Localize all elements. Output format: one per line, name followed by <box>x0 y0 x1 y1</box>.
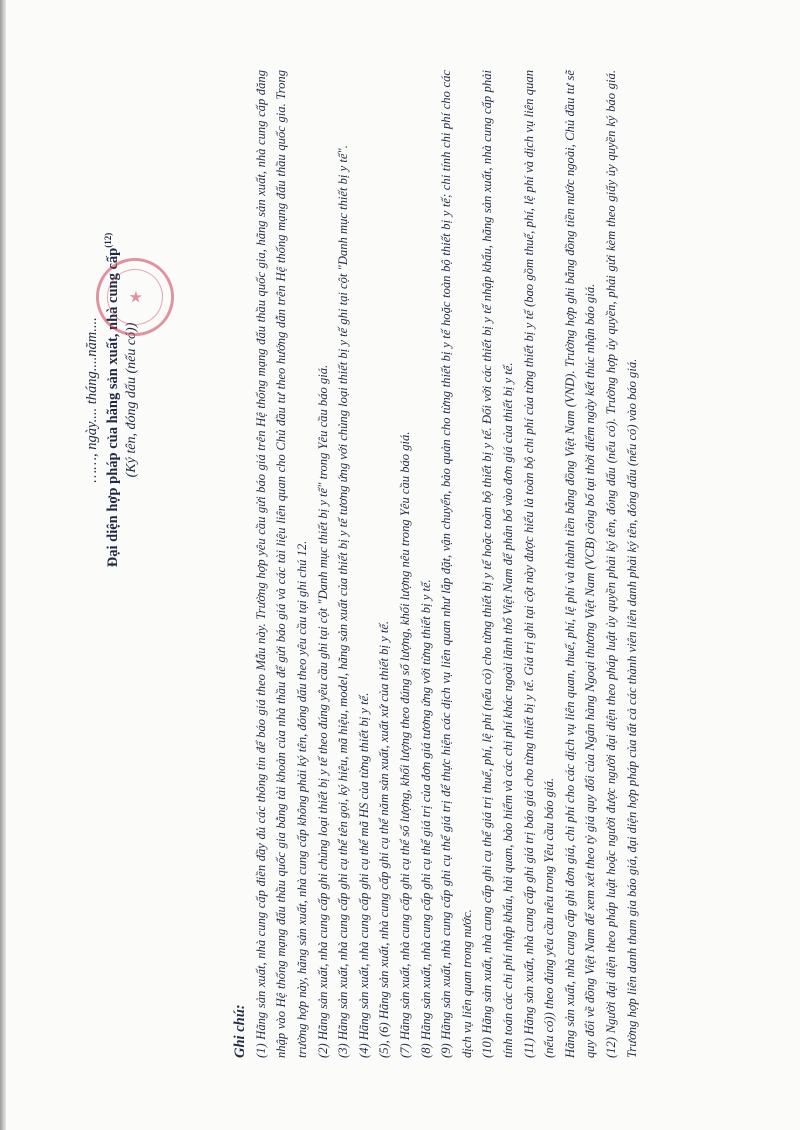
note-item: (10) Hãng sản xuất, nhà cung cấp ghi cụ thể giá trị thuế, phí, lệ phí (nếu có) cho từng thiết bị y tế hoặc toàn bộ thiết bị y tế. Đối với các thiết bị y tế nhập khẩu, hãng sản xuất, nhà cung cấp phải tính toán các chi phí nhập khẩu, hải quan, bảo hiểm và các chi phí khác ngoài lãnh thổ Việt Nam để phân bổ vào đơn giá của thiết bị y tế. <box>480 70 515 1058</box>
note-item: (4) Hãng sản xuất, nhà cung cấp ghi cụ thể mã HS của từng thiết bị y tế. <box>356 692 371 1058</box>
note-item: (7) Hãng sản xuất, nhà cung cấp ghi cụ thể số lượng, khối lượng theo đúng số lượng, khối lượng nêu trong Yêu cầu báo giá. <box>397 431 412 1058</box>
note-item: Hãng sản xuất, nhà cung cấp ghi đơn giá, chi phí cho các dịch vụ liên quan, thuế, phí, lệ phí và thành tiền bằng đồng Việt Nam (VND). Trường hợp ghi bằng đồng tiền nước ngoài, Chủ đầu tư sẽ quy đổi về đồng Việt Nam để xem xét theo tỷ giá quy đổi của Ngân hàng Ngoại thương Việt Nam (VCB) công bố tại thời điểm ngày kết thúc nhận báo giá. <box>562 70 598 1058</box>
note-item: (5), (6) Hãng sản xuất, nhà cung cấp ghi cụ thể năm sản xuất, xuất xứ của thiết bị y tế. <box>377 620 392 1058</box>
date-line: ……, ngày.... tháng....năm.... <box>84 317 100 483</box>
signer-note: (Ký tên, đóng dấu (nếu có)) <box>123 322 139 478</box>
signer-title-ref: (12) <box>103 232 113 248</box>
stamp-star-icon: ★ <box>123 287 147 307</box>
note-item: (12) Người đại diện theo pháp luật hoặc người được người đại diện theo pháp luật ủy quyền phải ký tên, đóng dấu (nếu có). Trường hợp ủy quyền, phải gửi kèm theo giấy ủy quyền ký báo giá. Trường hợp liên danh tham gia báo giá, đại diện hợp pháp của tất cả các thành viên liên danh phải ký tên, đóng dấu (nếu có) vào báo giá. <box>603 70 639 1058</box>
stamp-inner-ring <box>99 261 171 333</box>
signature-block <box>84 70 140 1060</box>
note-item: (11) Hãng sản xuất, nhà cung cấp ghi giá trị báo giá cho từng thiết bị y tế. Giá trị ghi tại cột này được hiểu là toàn bộ chi phí của từng thiết bị y tế (bao gồm thuế, phí, lệ phí và dịch vụ liên quan (nếu có)) theo đúng yêu cầu nêu trong Yêu cầu báo giá. <box>521 70 557 1058</box>
signer-title <box>103 70 122 730</box>
notes-section <box>232 70 642 1060</box>
note-item: (1) Hãng sản xuất, nhà cung cấp điền đầy đủ các thông tin để báo giá theo Mẫu này. Trường hợp yêu cầu gửi báo giá trên Hệ thống mạng đấu thầu quốc gia, hãng sản xuất, nhà cung cấp đăng nhập vào Hệ thống mạng đấu thầu quốc gia bằng tài khoản của nhà thầu để gửi báo giá và các tài liệu liên quan cho Chủ đầu tư theo hướng dẫn trên Hệ thống mạng đấu thầu quốc gia. Trong trường hợp này, hãng sản xuất, nhà cung cấp không phải ký tên, đóng dấu theo yêu cầu tại ghi chú 12. <box>253 70 310 1058</box>
note-item: (9) Hãng sản xuất, nhà cung cấp ghi cụ thể giá trị để thực hiện các dịch vụ liên quan như lắp đặt, vận chuyển, bảo quản cho từng thiết bị y tế hoặc toàn bộ thiết bị y tế; chi tính chi phí cho các dịch vụ liên quan trong nước. <box>439 70 474 1058</box>
scan-edge <box>0 0 6 1130</box>
note-item: (3) Hãng sản xuất, nhà cung cấp ghi cụ thể tên gọi, ký hiệu, mã hiệu, model, hãng sản xuất của thiết bị y tế tương ứng với chủng loại thiết bị y tế ghi tại cột "Danh mục thiết bị y tế". <box>336 145 351 1058</box>
note-item: (2) Hãng sản xuất, nhà cung cấp ghi chủng loại thiết bị y tế theo đúng yêu cầu ghi tại cột "Danh mục thiết bị y tế" trong Yêu cầu báo giá. <box>315 364 330 1058</box>
rotated-content <box>80 70 720 1060</box>
note-item: (8) Hãng sản xuất, nhà cung cấp ghi cụ thể giá trị của đơn giá tương ứng với từng thiết bị y tế. <box>418 579 433 1058</box>
signer-title-text: Đại diện hợp pháp của hãng sản xuất, nhà cung cấp <box>104 247 121 568</box>
notes-title: Ghi chú: <box>231 1004 248 1058</box>
